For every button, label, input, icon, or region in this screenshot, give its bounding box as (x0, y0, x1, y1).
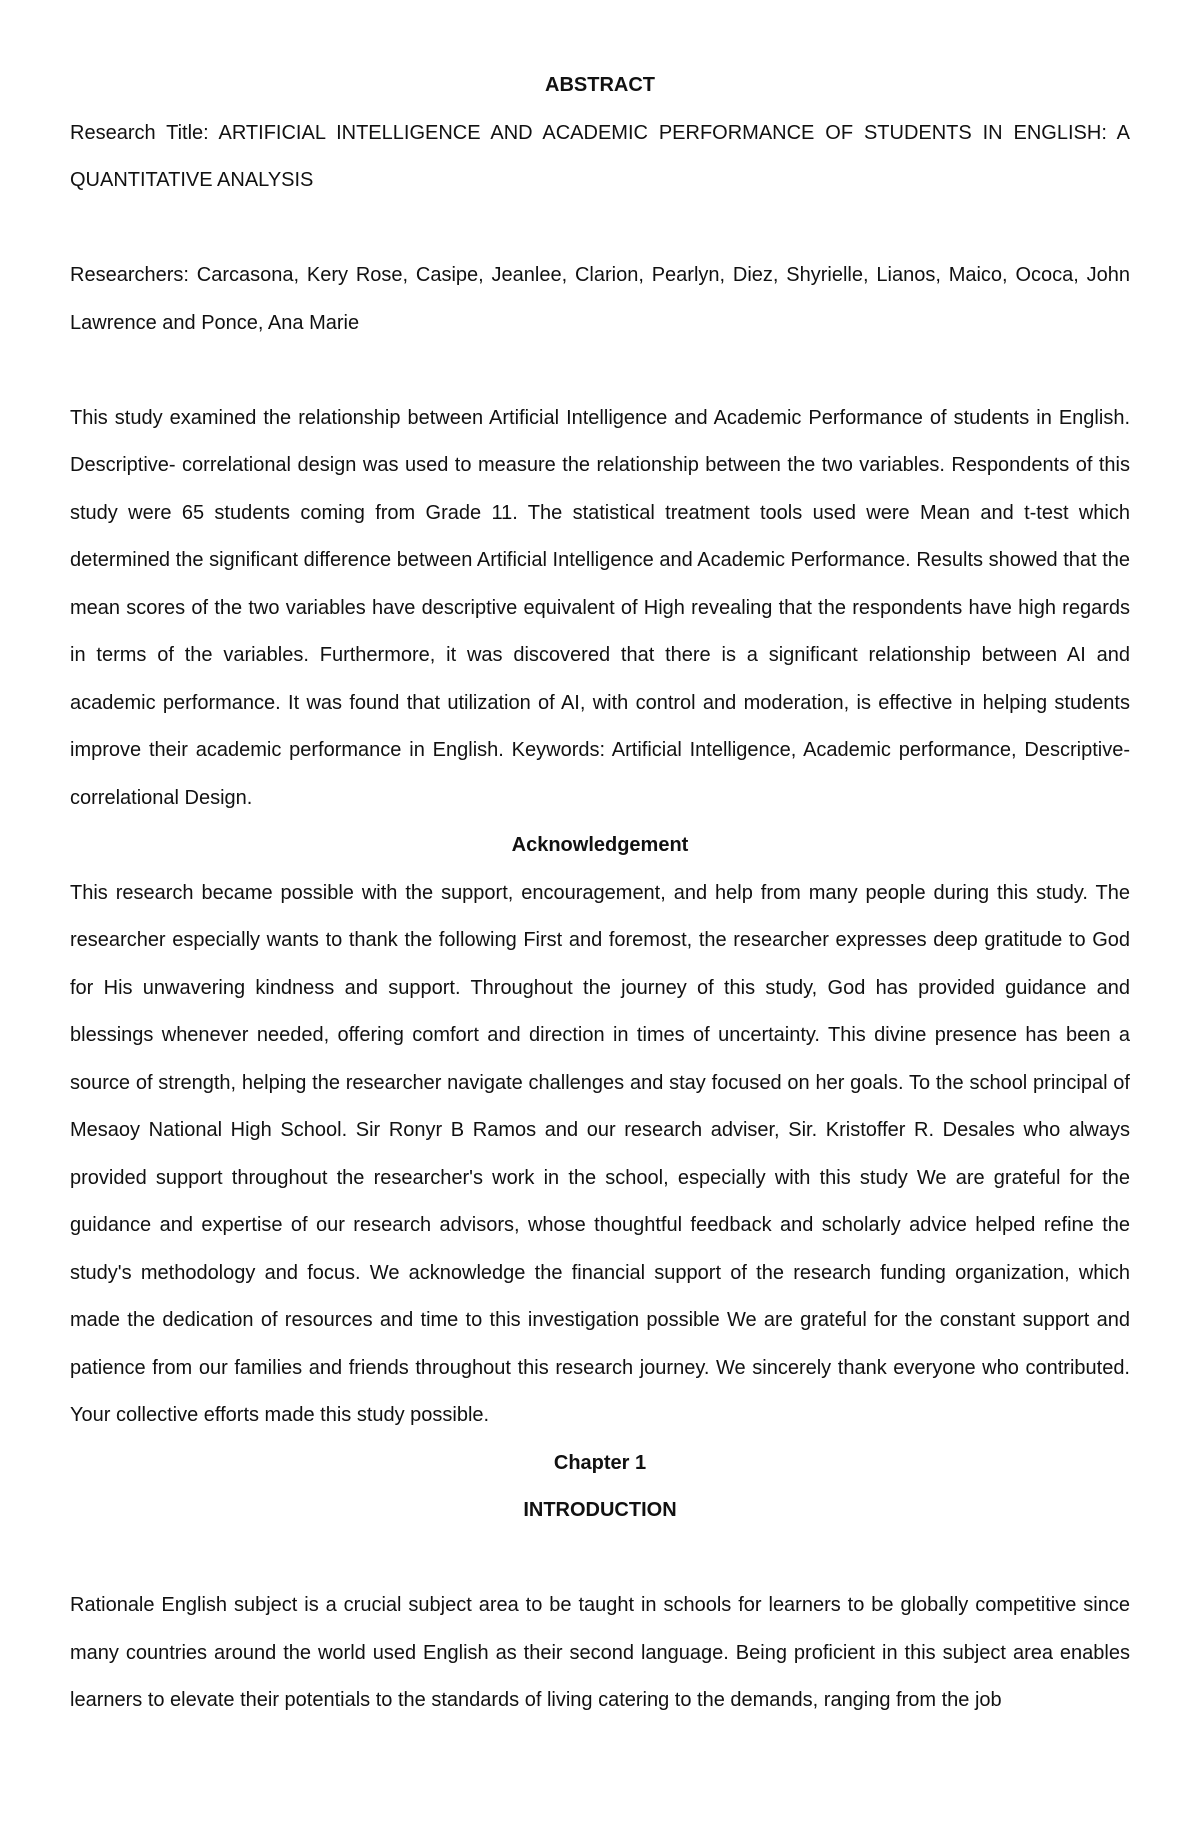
blank-line (70, 347, 1130, 395)
chapter-number-heading: Chapter 1 (553, 1451, 647, 1474)
blank-line (70, 205, 1130, 253)
blank-line (70, 1535, 1130, 1583)
acknowledgement-heading: Acknowledgement (511, 834, 689, 856)
researchers-list: Researchers: Carcasona, Kery Rose, Casipe, Jeanlee, Clarion, Pearlyn, Diez, Shyrielle, Lianos, Maico, Ococa, John Lawrence and Ponce, Ana Marie (70, 264, 1130, 334)
acknowledgement-body: This research became possible with the support, encouragement, and help from many people during this study. The researcher especially wants to thank the following First and foremost, the researcher expresses deep gratitude to God for His unwavering kindness and support. Throughout the journey of this study, God has provided guidance and blessings whenever needed, offering comfort and direction in times of uncertainty. This divine presence has been a source of strength, helping the researcher navigate challenges and stay focused on her goals. To the school principal of Mesaoy National High School. Sir Ronyr B Ramos and our research adviser, Sir. Kristoffer R. Desales who always provided support throughout the researcher's work in the school, especially with this study We are grateful for the guidance and expertise of our research advisors, whose thoughtful feedback and scholarly advice helped refine the study's methodology and focus. We acknowledge the financial support of the research funding organization, which made the dedication of resources and time to this investigation possible We are grateful for the constant support and patience from our families and friends throughout this research journey. We sincerely thank everyone who contributed. Your collective efforts made this study possible. (70, 881, 1130, 1426)
chapter-title-heading: INTRODUCTION (523, 1499, 677, 1521)
abstract-body: This study examined the relationship between Artificial Intelligence and Academic Performance of students in English. Descriptive- correlational design was used to measure the relationship between the two variables. Respondents of this study were 65 students coming from Grade 11. The statistical treatment tools used were Mean and t-test which determined the significant difference between Artificial Intelligence and Academic Performance. Results showed that the mean scores of the two variables have descriptive equivalent of High revealing that the respondents have high regards in terms of the variables. Furthermore, it was discovered that there is a significant relationship between AI and academic performance. It was found that utilization of AI, with control and moderation, is effective in helping students improve their academic performance in English. Keywords: Artificial Intelligence, Academic performance, Descriptive-correlational Design. (70, 406, 1130, 809)
research-title: Research Title: ARTIFICIAL INTELLIGENCE AND ACADEMIC PERFORMANCE OF STUDENTS IN ENGLISH: A QUANTITATIVE ANALYSIS (70, 121, 1130, 191)
abstract-heading: ABSTRACT (545, 74, 655, 96)
rationale-paragraph: Rationale English subject is a crucial subject area to be taught in schools for learners to be globally competitive since many countries around the world used English as their second language. Being proficient in this subject area enables learners to elevate their potentials to the standards of living catering to the demands, ranging from the job (70, 1594, 1130, 1711)
